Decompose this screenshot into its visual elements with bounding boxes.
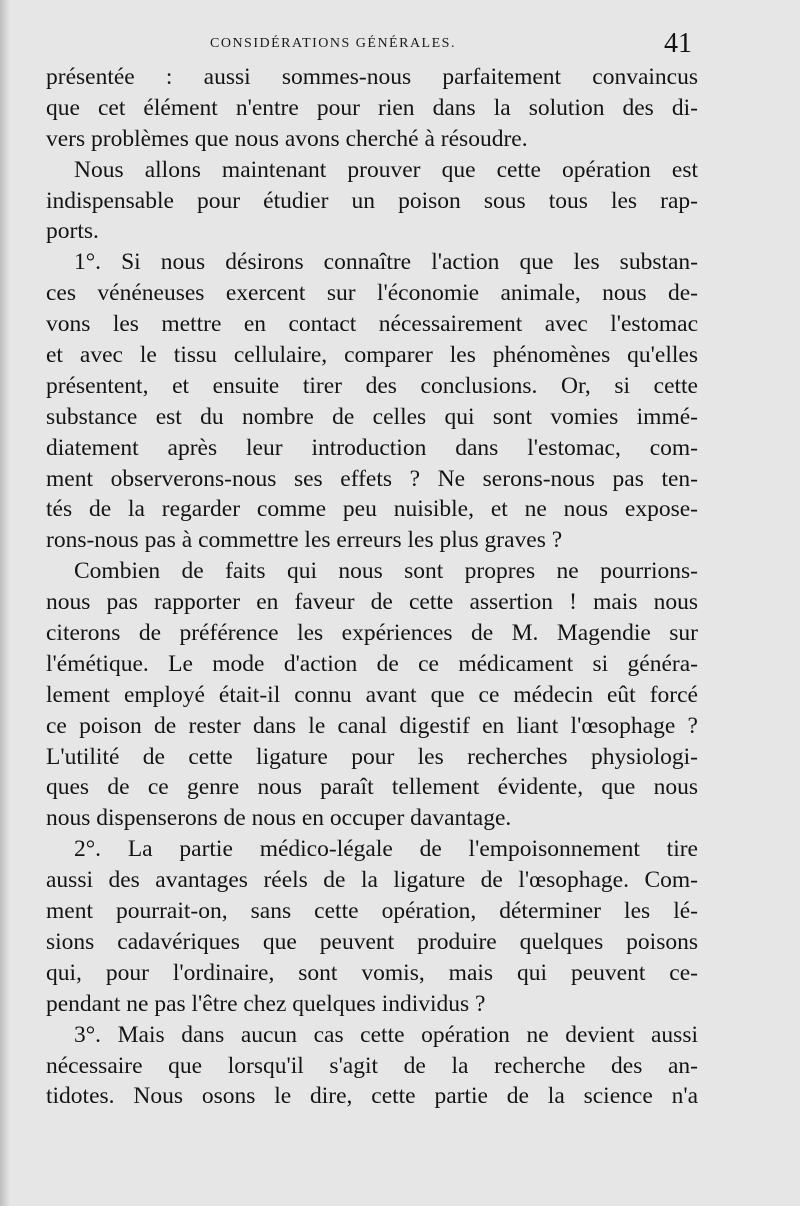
text-line: L'utilité de cette ligature pour les recherches physiologi- [46, 743, 698, 770]
text-line: que cet élément n'entre pour rien dans la solution des di- [46, 94, 698, 121]
text-line: ment observerons-nous ses effets ? Ne serons-nous pas ten- [46, 465, 698, 492]
text-line: ques de ce genre nous paraît tellement évidente, que nous [46, 774, 698, 801]
text-line: substance est du nombre de celles qui sont vomies immé- [46, 403, 698, 430]
text-line: ports. [46, 218, 99, 245]
text-line: 2°. La partie médico-légale de l'empoisonnement tire [74, 836, 698, 863]
text-line: ce poison de rester dans le canal digestif en liant l'œsophage ? [46, 712, 698, 739]
text-line: pendant ne pas l'être chez quelques individus ? [46, 990, 486, 1017]
text-line: sions cadavériques que peuvent produire quelques poisons [46, 928, 698, 955]
text-line: tidotes. Nous osons le dire, cette partie de la science n'a [46, 1083, 698, 1110]
paragraph [46, 247, 698, 556]
text-line: rons-nous pas à commettre les erreurs les plus graves ? [46, 527, 563, 554]
text-line: Combien de faits qui nous sont propres ne pourrions- [74, 558, 698, 585]
text-line: 3°. Mais dans aucun cas cette opération ne devient aussi [74, 1021, 698, 1048]
running-head: CONSIDÉRATIONS GÉNÉRALES. [210, 36, 456, 51]
text-line: aussi des avantages réels de la ligature de l'œsophage. Com- [46, 867, 698, 894]
page-edge-shadow [0, 0, 10, 1206]
paragraph [46, 62, 698, 155]
text-line: l'émétique. Le mode d'action de ce médicament si généra- [46, 650, 698, 677]
text-line: vers problèmes que nous avons cherché à résoudre. [46, 125, 528, 152]
text-line: Nous allons maintenant prouver que cette opération est [74, 156, 698, 183]
text-line: 1°. Si nous désirons connaître l'action que les substan- [74, 249, 698, 276]
text-line: lement employé était-il connu avant que ce médecin eût forcé [46, 681, 698, 708]
paragraph [46, 1020, 698, 1113]
text-line: tés de la regarder comme peu nuisible, et ne nous expose- [46, 496, 698, 523]
text-line: et avec le tissu cellulaire, comparer les phénomènes qu'elles [46, 342, 698, 369]
paragraph [46, 155, 698, 248]
paragraph [46, 834, 698, 1019]
text-line: indispensable pour étudier un poison sous tous les rap- [46, 187, 698, 214]
page-number: 41 [664, 28, 692, 59]
text-line: qui, pour l'ordinaire, sont vomis, mais qui peuvent ce- [46, 959, 698, 986]
text-line: diatement après leur introduction dans l'estomac, com- [46, 434, 698, 461]
body-text [46, 62, 698, 1112]
text-line: nécessaire que lorsqu'il s'agit de la recherche des an- [46, 1052, 698, 1079]
text-line: nous dispenserons de nous en occuper davantage. [46, 805, 512, 832]
text-line: ment pourrait-on, sans cette opération, déterminer les lé- [46, 898, 698, 925]
text-line: citerons de préférence les expériences de M. Magendie sur [46, 620, 698, 647]
text-line: présentent, et ensuite tirer des conclusions. Or, si cette [46, 372, 698, 399]
text-line: ces vénéneuses exercent sur l'économie animale, nous de- [46, 280, 698, 307]
page-header [0, 28, 800, 62]
text-line: vons les mettre en contact nécessairement avec l'estomac [46, 311, 698, 338]
text-line: présentée : aussi sommes-nous parfaitement convaincus [46, 64, 698, 90]
paragraph [46, 556, 698, 834]
text-line: nous pas rapporter en faveur de cette assertion ! mais nous [46, 589, 698, 616]
